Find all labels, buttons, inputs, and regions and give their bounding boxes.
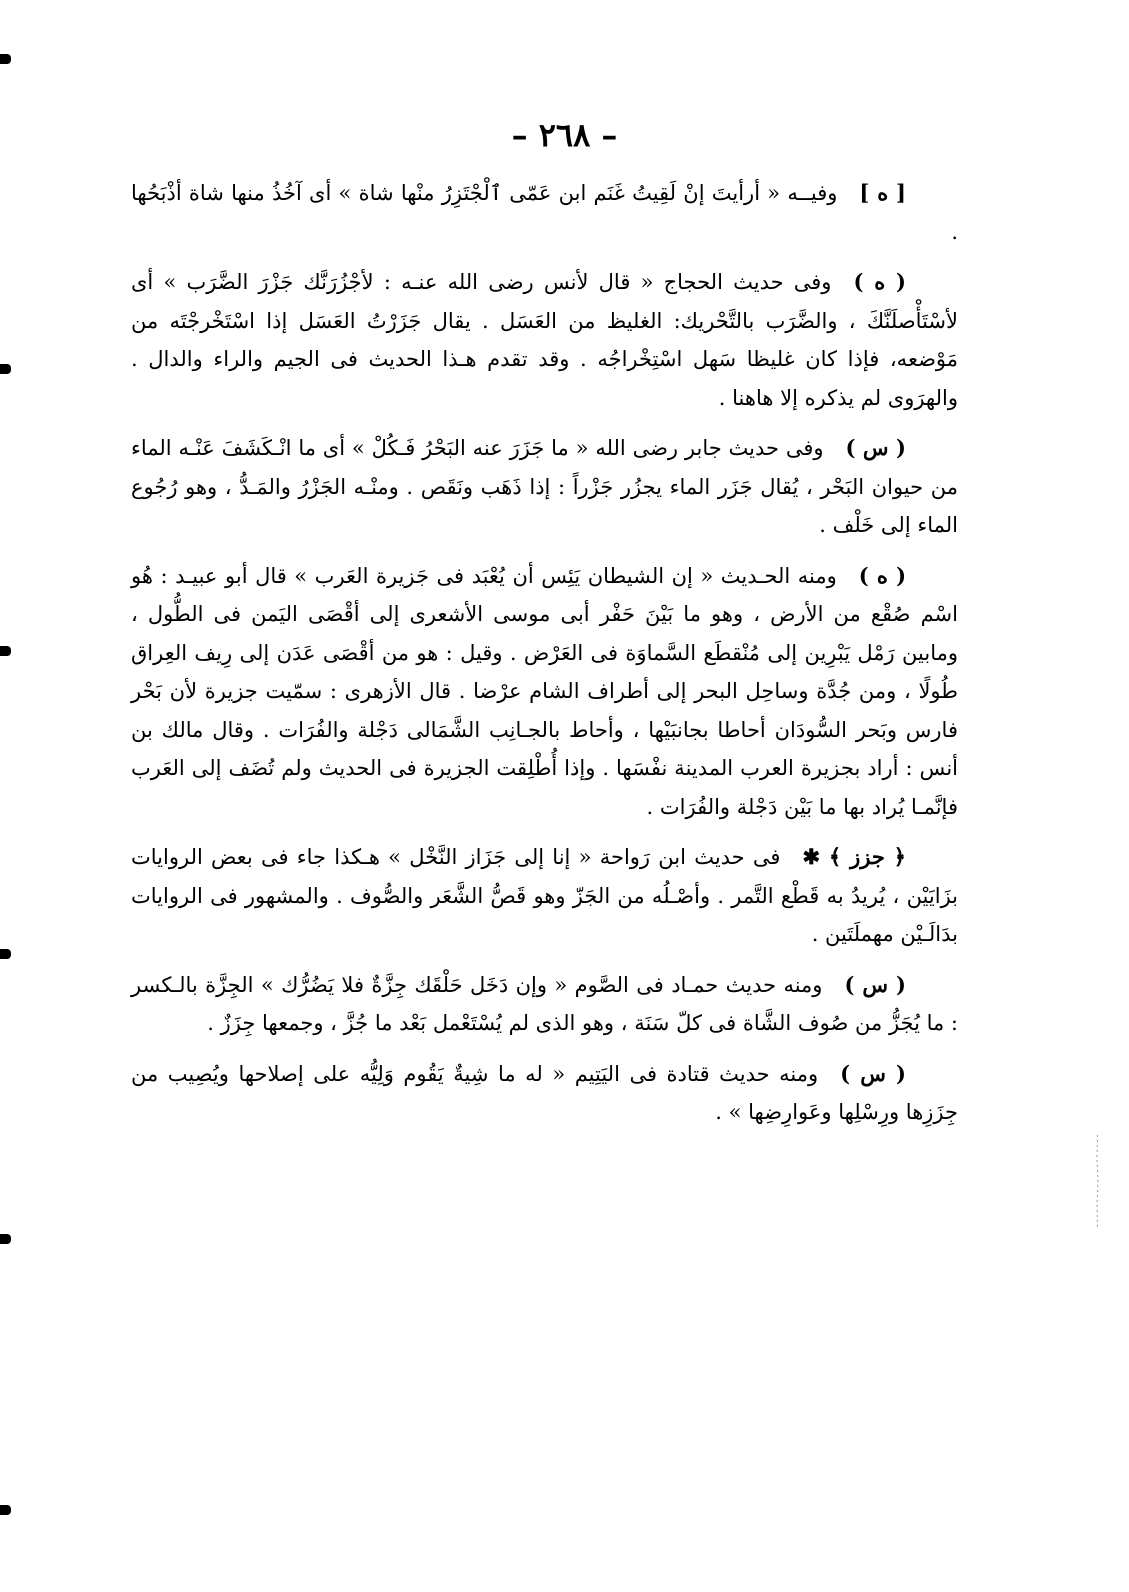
edge-mark — [0, 364, 11, 374]
paragraph-marker: ( س ) — [840, 1060, 906, 1086]
paragraph-text: وفى حديث جابر رضى الله « ما جَزَرَ عنه البَحْرُ فَـكُلْ » أى ما انْـكَشَفَ عَنْـه الماء من حيوان البَحْر ، يُقال جَزَر الماء يجزُر جَزْراً : إذا ذَهَب ونَقَص . ومنْـه الجَزْرُ والمَـدُّ ، وهو رُجُوع الماء إلى خَلْف . — [131, 436, 958, 537]
paragraph — [131, 1055, 958, 1132]
paragraph — [131, 966, 958, 1043]
edge-mark — [0, 54, 11, 64]
paragraph-marker: ( س ) — [844, 971, 906, 997]
page-number: – ٢٦٨ – — [511, 116, 618, 154]
edge-mark — [0, 949, 11, 959]
paragraph-text: ومنه حديث قتادة فى اليَتِيم « له ما شِيةٌ يَقُوم وَلِيُّه على إصلاحها ويُصِيب من جِزَزِها ورِسْلِها وعَوارِضِها » . — [131, 1061, 958, 1124]
paragraph-text: فى حديث ابن رَواحة « إنا إلى جَزَاز النَّخْل » هـكذا جاء فى بعض الروايات بزَايَيْن ، يُريدُ به قَطْع التَّمر . وأصْـلُه من الجَزّ وهو قَصُّ الشَّعَر والصُّوف . والمشهور فى الروايات بدَالَـيْن مهملَتَين . — [131, 845, 958, 946]
page-body — [131, 174, 958, 1144]
paragraph-marker: [ ه ] — [859, 180, 906, 205]
margin-pen-mark — [1096, 1135, 1099, 1230]
paragraph-text: ومنه حديث حمـاد فى الصَّوم « وإن دَخَل حَلْقَك جِزَّةٌ فلا يَضُرُّك » الجِزَّة بالـكسر : ما يُجَزُّ من صُوف الشَّاة فى كلّ سَنَة ، وهو الذى لم يُسْتَعْمل بَعْد ما جُزَّ ، وجمعها جِزَزٌ . — [131, 972, 958, 1035]
paragraph — [131, 263, 958, 417]
paragraph-marker: ( ه ) — [853, 269, 906, 294]
edge-mark — [0, 1234, 11, 1244]
paragraph-text: ومنه الحـديث « إن الشيطان يَئِس أن يُعْبَد فى جَزيرة العَرب » قال أبو عبيـد : هُو اسْم صُقْع من الأرض ، وهو ما بَيْنَ حَفْر أبى موسى الأشعرى إلى أقْصَى اليَمن فى الطُّول ، ومابين رَمْل يَبْرِين إلى مُنْقطَع السَّماوَة فى العَرْض . وقيل : هو من أقْصَى عَدَن إلى رِيف العِراق طُولًا ، ومن جُدَّة وساحِل البحر إلى أطراف الشام عرْضا . قال الأزهرى : سمّيت جزيرة لأن بَحْر فارس وبَحر السُّودَان أحاطا بجانبَيْها ، وأحاط بالجـانِب الشَّمَالى دَجْلة والفُرَات . وقال مالك بن أنس : أراد بجزيرة العرب المدينة نفْسَها . وإذا أُطْلِقت الجزيرة فى الحديث ولم تُضَف إلى العَرب فإنَّمـا يُراد بها ما بَيْن دَجْلة والفُرَات . — [131, 563, 958, 819]
paragraph — [131, 838, 958, 954]
entry-heading: ﴿ جزز ﴾ ✱ — [802, 844, 906, 869]
paragraph — [131, 557, 958, 827]
edge-mark — [0, 646, 11, 656]
paragraph-text: وفيــه « أرأيتَ إنْ لَقِيتُ غَنَم ابن عَمّى ٱلْجْتَزِرُ منْها شاة » أى آخُذُ منها شاة أذْبَحُها . — [131, 181, 958, 244]
edge-mark — [0, 1505, 11, 1515]
paragraph — [131, 174, 958, 251]
paragraph-marker: ( ه ) — [858, 562, 907, 588]
paragraph-marker: ( س ) — [845, 435, 906, 460]
paragraph — [131, 429, 958, 545]
paragraph-text: وفى حديث الحجاج « قال لأنس رضى الله عنـه : لأجْزُرَنَّك جَزْرَ الضَّرَب » أى لأسْتَأْصلَنَّكَ ، والضَّرَب بالتَّحْريك: الغليظ من العَسَل . يقال جَزَرْتُ العَسَل إذا اسْتَخْرجْتَه من مَوْضعه، فإذا كان غليظا سَهل اسْتِخْراجُه . وقد تقدم هـذا الحديث فى الجيم والراء والدال . والهرَوى لم يذكره إلا هاهنا . — [131, 270, 958, 410]
